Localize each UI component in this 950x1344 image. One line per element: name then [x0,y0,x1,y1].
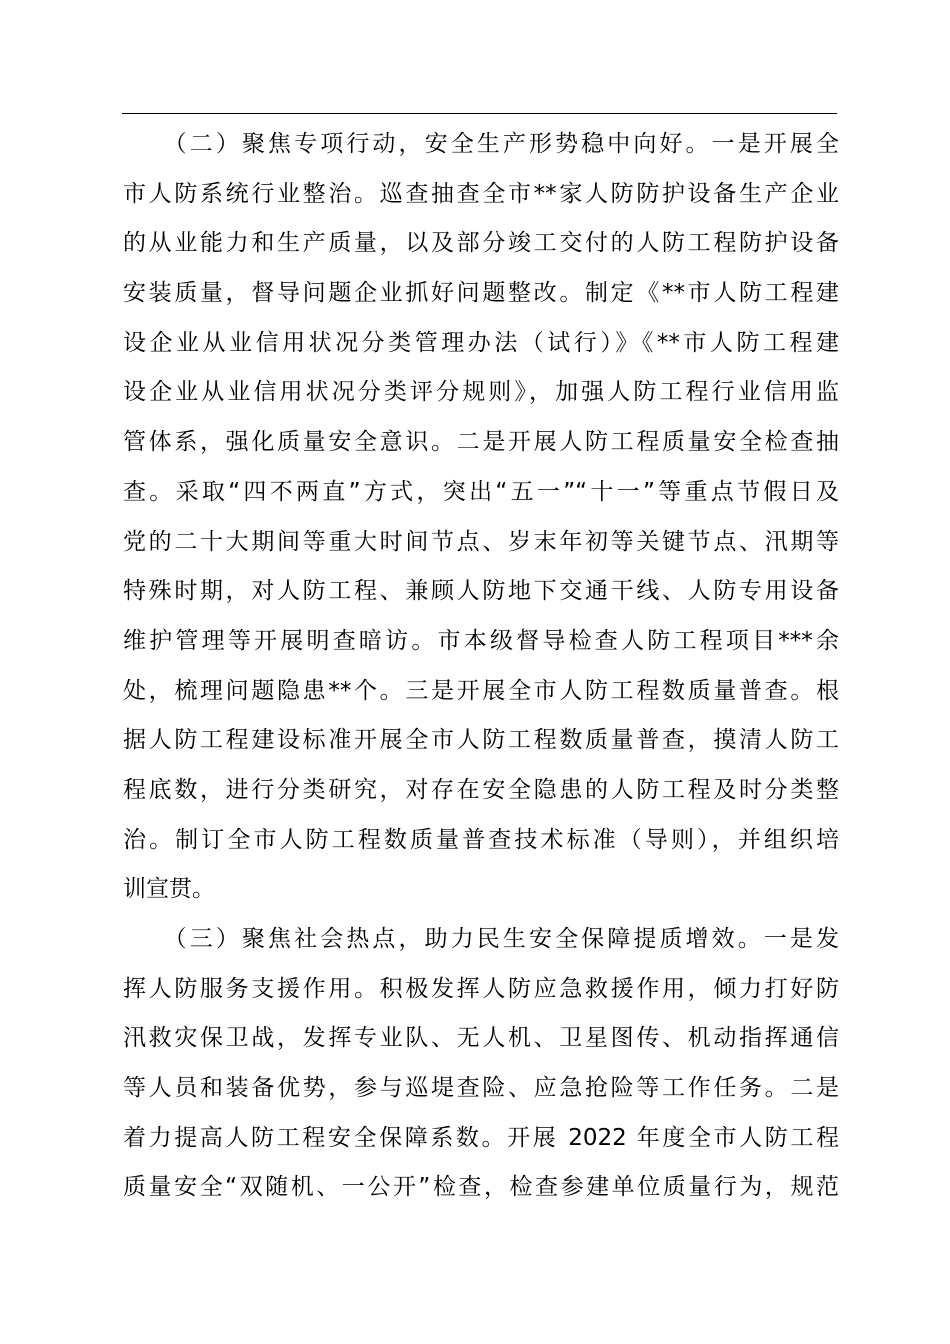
text-line: 特殊时期，对人防工程、兼顾人防地下交通干线、人防专用设备 [123,578,839,605]
text-line: 设企业从业信用状况分类管理办法（试行）》《**市人防工程建 [123,329,839,356]
text-line: 党的二十大期间等重大时间节点、岁末年初等关键节点、汛期等 [123,528,839,555]
text-line: 训宣贯。 [123,876,215,903]
paragraph-section-two [123,120,839,915]
text-line: 汛救灾保卫战，发挥专业队、无人机、卫星图传、机动指挥通信 [123,1025,839,1052]
text-line: 程底数，进行分类研究，对存在安全隐患的人防工程及时分类整 [123,776,839,803]
text-line: 挥人防服务支援作用。积极发挥人防应急救援作用，倾力打好防 [123,975,839,1002]
text-line: 维护管理等开展明查暗访。市本级督导检查人防工程项目***余 [123,627,839,654]
text-line: 设企业从业信用状况分类评分规则》，加强人防工程行业信用监 [123,379,839,406]
text-line: 安装质量，督导问题企业抓好问题整改。制定《**市人防工程建 [123,280,839,307]
text-line: （二）聚焦专项行动，安全生产形势稳中向好。一是开展全 [123,131,839,157]
text-line: 等人员和装备优势，参与巡堤查险、应急抢险等工作任务。二是 [123,1075,839,1102]
text-line: 处，梳理问题隐患**个。三是开展全市人防工程数质量普查。根 [123,677,839,704]
document-body [123,120,839,1213]
text-line: 查。采取“四不两直”方式，突出“五一”“十一”等重点节假日及 [123,478,839,505]
text-line: 市人防系统行业整治。巡查抽查全市**家人防防护设备生产企业 [123,180,839,207]
text-line: 治。制订全市人防工程数质量普查技术标准（导则），并组织培 [123,826,839,853]
text-line: 质量安全“双随机、一公开”检查，检查参建单位质量行为，规范 [123,1174,839,1201]
paragraph-section-three [123,915,839,1213]
text-line: 着力提高人防工程安全保障系数。开展 2022 年度全市人防工程 [123,1124,839,1151]
text-line: 据人防工程建设标准开展全市人防工程数质量普查，摸清人防工 [123,727,839,754]
text-line: （三）聚焦社会热点，助力民生安全保障提质增效。一是发 [123,926,839,952]
header-rule [122,113,837,114]
text-line: 的从业能力和生产质量，以及部分竣工交付的人防工程防护设备 [123,230,839,257]
text-line: 管体系，强化质量安全意识。二是开展人防工程质量安全检查抽 [123,429,839,456]
